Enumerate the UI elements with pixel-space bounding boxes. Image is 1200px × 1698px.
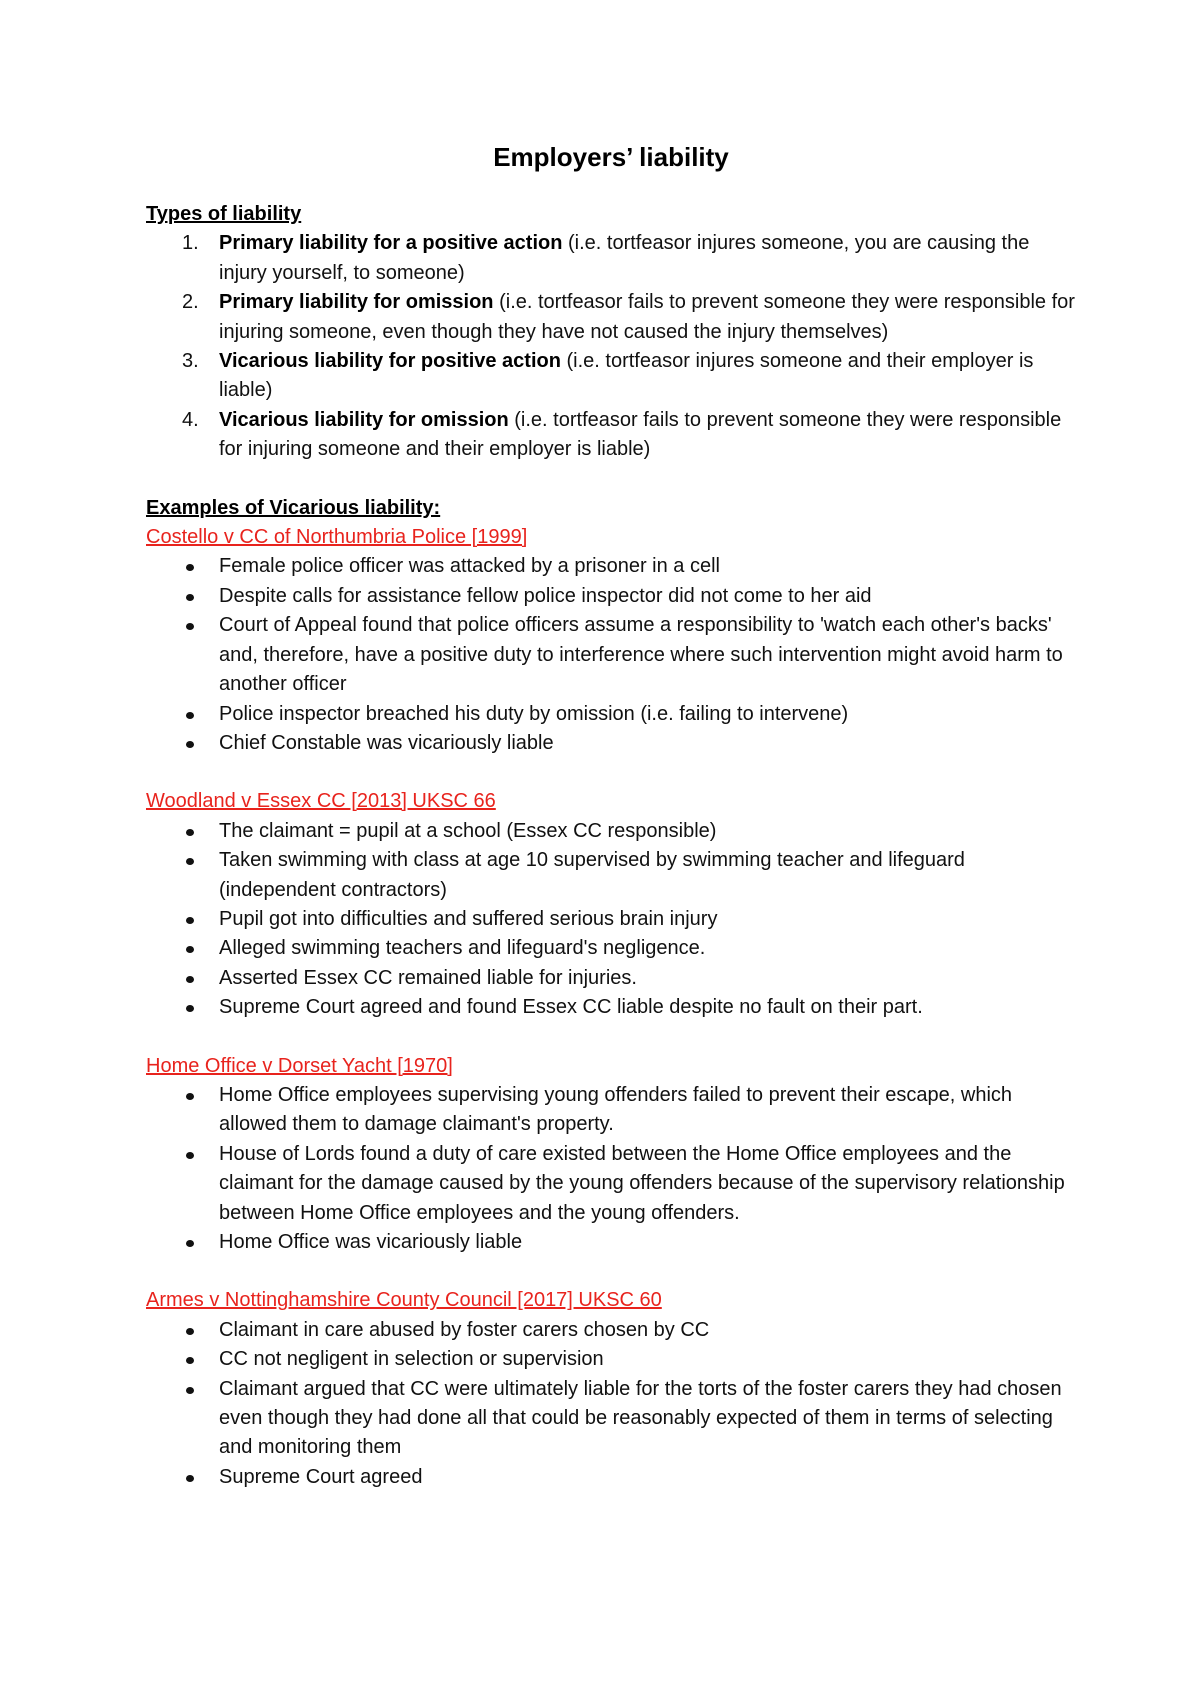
bullet-text: Female police officer was attacked by a prisoner in a cell (219, 555, 720, 578)
case-bullet-list (146, 552, 1076, 758)
types-list-item (146, 288, 1076, 347)
types-list-item (146, 347, 1076, 406)
bullet-text: Pupil got into difficulties and suffered serious brain injury (219, 907, 718, 930)
bullet-icon (186, 946, 194, 953)
examples-heading: Examples of Vicarious liability: (146, 496, 441, 519)
list-number: 3. (182, 350, 199, 373)
list-item (146, 964, 1076, 993)
case-block-dorset-yacht (146, 1052, 1076, 1258)
bullet-icon (186, 917, 194, 924)
liability-type-description: (i.e. tortfeasor fails to prevent someone they were responsible for injuring someone, even though they have not caused the injury themselves) (219, 291, 1075, 343)
list-item (146, 817, 1076, 846)
types-list-item (146, 406, 1076, 465)
liability-type-term: Primary liability for a positive action (219, 232, 563, 255)
document-title: Employers’ liability (493, 142, 729, 172)
list-item (146, 993, 1076, 1022)
bullet-text: Supreme Court agreed and found Essex CC liable despite no fault on their part. (219, 996, 923, 1019)
case-bullet-list (146, 1081, 1076, 1257)
case-link-woodland[interactable]: Woodland v Essex CC [2013] UKSC 66 (146, 790, 496, 813)
bullet-icon (186, 976, 194, 983)
bullet-icon (186, 1357, 194, 1364)
bullet-icon (186, 1005, 194, 1012)
bullet-text: Taken swimming with class at age 10 supervised by swimming teacher and lifeguard (independent contractors) (219, 849, 965, 901)
list-number: 4. (182, 408, 199, 431)
bullet-icon (186, 1475, 194, 1482)
list-item (146, 729, 1076, 758)
list-number: 1. (182, 232, 199, 255)
bullet-icon (186, 594, 194, 601)
bullet-icon (186, 712, 194, 719)
case-bullet-list (146, 1316, 1076, 1492)
liability-type-description: (i.e. tortfeasor fails to prevent someone they were responsible for injuring someone and their employer is liable) (219, 408, 1062, 461)
list-item (146, 1081, 1076, 1140)
case-block-costello (146, 523, 1076, 758)
list-item (146, 1375, 1076, 1463)
list-item (146, 1345, 1076, 1374)
bullet-icon (186, 623, 194, 630)
bullet-icon (186, 1093, 194, 1100)
case-link-dorset-yacht[interactable]: Home Office v Dorset Yacht [1970] (146, 1054, 453, 1077)
bullet-text: House of Lords found a duty of care existed between the Home Office employees and the claimant for the damage caused by the young offenders because of the supervisory relationship between Home Office employees and the young offenders. (219, 1142, 1065, 1224)
list-item (146, 552, 1076, 581)
bullet-icon (186, 1328, 194, 1335)
case-block-woodland (146, 787, 1076, 1022)
bullet-icon (186, 858, 194, 865)
bullet-text: Police inspector breached his duty by omission (i.e. failing to intervene) (219, 702, 849, 725)
bullet-icon (186, 1387, 194, 1394)
list-item (146, 846, 1076, 905)
bullet-icon (186, 564, 194, 571)
bullet-text: Chief Constable was vicariously liable (219, 731, 554, 754)
list-item (146, 1228, 1076, 1257)
bullet-text: Alleged swimming teachers and lifeguard's negligence. (219, 937, 706, 960)
bullet-icon (186, 829, 194, 836)
list-item (146, 611, 1076, 699)
bullet-text: Claimant argued that CC were ultimately liable for the torts of the foster carers they had chosen even though they had done all that could be reasonably expected of them in terms of selecting and monitoring them (219, 1377, 1062, 1459)
bullet-text: CC not negligent in selection or supervision (219, 1348, 604, 1371)
bullet-text: Claimant in care abused by foster carers chosen by CC (219, 1318, 710, 1341)
document-body (146, 140, 1076, 1521)
bullet-icon (186, 741, 194, 748)
paragraph-spacer (146, 465, 1076, 494)
bullet-icon (186, 1152, 194, 1159)
types-list-item (146, 229, 1076, 288)
list-item (146, 700, 1076, 729)
bullet-text: Asserted Essex CC remained liable for injuries. (219, 966, 637, 989)
case-link-costello[interactable]: Costello v CC of Northumbria Police [1999] (146, 526, 528, 549)
liability-type-description: (i.e. tortfeasor injures someone, you are causing the injury yourself, to someone) (219, 232, 1030, 284)
bullet-icon (186, 1240, 194, 1247)
bullet-text: Home Office was vicariously liable (219, 1231, 523, 1253)
list-item (146, 934, 1076, 963)
list-item (146, 582, 1076, 611)
bullet-text: Despite calls for assistance fellow police inspector did not come to her aid (219, 584, 872, 607)
case-link-armes[interactable]: Armes v Nottinghamshire County Council [2017] UKSC 60 (146, 1289, 662, 1312)
list-item (146, 1316, 1076, 1345)
list-item (146, 1463, 1076, 1492)
types-list (146, 229, 1076, 464)
case-block-armes (146, 1286, 1076, 1492)
case-bullet-list (146, 817, 1076, 1023)
liability-type-term: Primary liability for omission (219, 291, 494, 314)
liability-type-description: (i.e. tortfeasor injures someone and their employer is liable) (219, 350, 1034, 402)
liability-type-term: Vicarious liability for positive action (219, 350, 561, 373)
liability-type-term: Vicarious liability for omission (219, 408, 509, 431)
list-item (146, 905, 1076, 934)
bullet-text: The claimant = pupil at a school (Essex CC responsible) (219, 819, 717, 842)
list-item (146, 1140, 1076, 1228)
bullet-text: Supreme Court agreed (219, 1465, 423, 1488)
types-heading: Types of liability (146, 203, 302, 225)
list-number: 2. (182, 291, 199, 314)
bullet-text: Home Office employees supervising young offenders failed to prevent their escape, which allowed them to damage claimant's property. (219, 1083, 1013, 1136)
bullet-text: Court of Appeal found that police officers assume a responsibility to 'watch each other's backs' and, therefore, have a positive duty to interference where such intervention might avoid harm to another officer (219, 614, 1063, 696)
